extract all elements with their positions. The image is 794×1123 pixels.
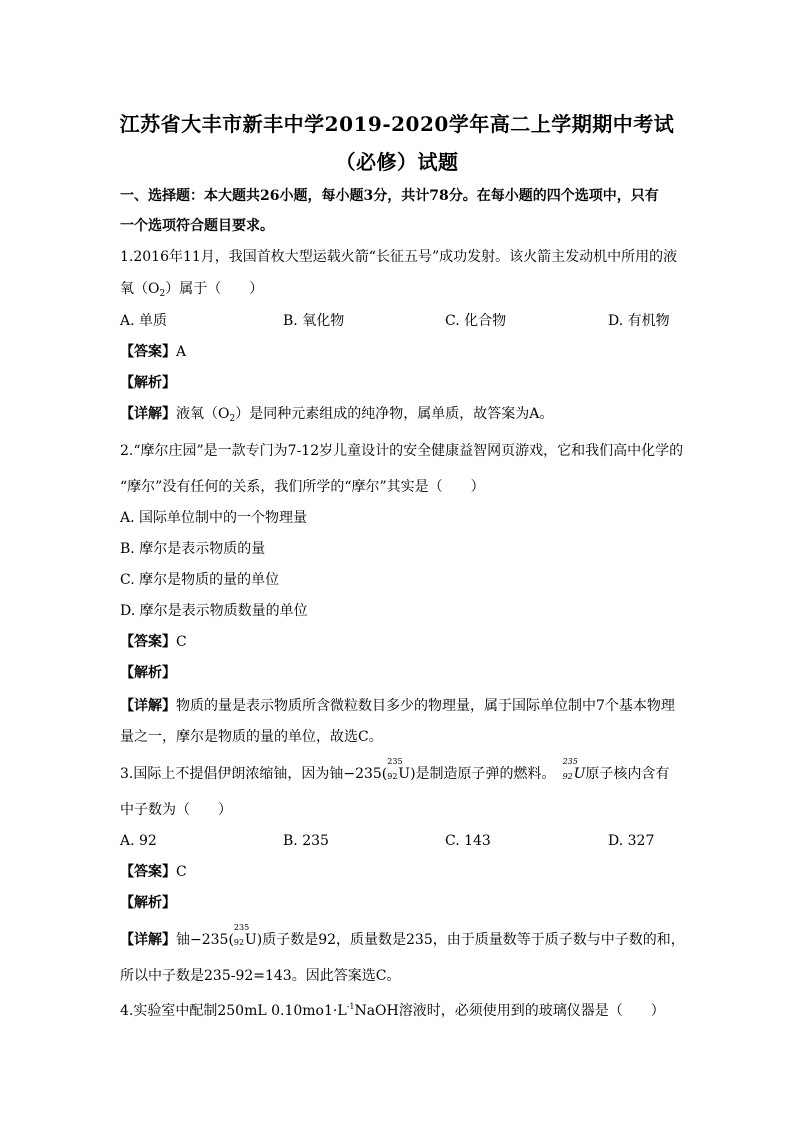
q1-stem-line1: 1.2016年11月，我国首枚大型运载火箭“长征五号”成功发射。该火箭主发动机中所用的液 — [120, 249, 678, 265]
section-heading-line1: 一、选择题：本大题共26小题，每小题3分，共计78分。在每小题的四个选项中，只有 — [120, 188, 659, 204]
q3-analysis-label: 【解析】 — [120, 895, 176, 911]
q2-option-d: D. 摩尔是表示物质数量的单位 — [120, 603, 308, 619]
q4-stem-line1: 4.实验室中配制250mL $0.10mo1\cdot L^{-1}NaOH$溶液时，必须使用到的玻璃仪器是（ ） — [120, 1002, 665, 1019]
q2-detail-line2: 量之一，摩尔是物质的量的单位，故选C。 — [120, 729, 383, 745]
q3-stem-line2: 中子数为（ ） — [120, 802, 232, 818]
uranium-nuclide-symbol: 235 92 U — [387, 757, 411, 782]
q1-answer: 【答案】A — [120, 344, 187, 360]
q3-option-b: B. 235 — [283, 833, 329, 849]
q3-option-c: C. 143 — [445, 833, 491, 849]
q1-stem-line2: 氧$(O_2)$属于（ ） — [120, 281, 264, 299]
q2-option-a: A. 国际单位制中的一个物理量 — [120, 510, 308, 526]
q2-detail-line1: 【详解】物质的量是表示物质所含微粒数目多少的物理量，属于国际单位制中7个基本物理 — [120, 698, 675, 714]
q2-stem-line1: 2.“摩尔庄园”是一款专门为7-12岁儿童设计的安全健康益智网页游戏，它和我们高中化学的 — [120, 443, 684, 459]
q1-option-b: B. 氧化物 — [283, 313, 345, 329]
uranium-nuclide-symbol-italic: 235 92 U — [562, 757, 586, 782]
section-heading-line2: 一个选项符合题目要求。 — [120, 218, 274, 234]
q2-analysis-label: 【解析】 — [120, 665, 176, 681]
q2-stem-line2: “摩尔”没有任何的关系，我们所学的“摩尔”其实是（ ） — [120, 479, 485, 495]
q2-answer: 【答案】C — [120, 634, 187, 650]
q3-option-d: D. 327 — [608, 833, 655, 849]
q2-option-b: B. 摩尔是表示物质的量 — [120, 541, 266, 557]
q1-option-d: D. 有机物 — [608, 313, 670, 329]
q1-analysis-label: 【解析】 — [120, 375, 176, 391]
exam-title-line2: （必修）试题 — [335, 150, 459, 174]
q2-option-c: C. 摩尔是物质的量的单位 — [120, 572, 280, 588]
q3-answer: 【答案】C — [120, 864, 187, 880]
q3-detail-line1: 【详解】铀−235( 235 92 U)质子数是92，质量数是235，由于质量数等于质子数与中子数的和， — [120, 923, 685, 948]
q3-option-a: A. 92 — [120, 833, 157, 849]
q3-stem-line1: 3.国际上不提倡伊朗浓缩铀，因为铀−235( 235 92 U)是制造原子弹的燃料。 235 92 U原子核内含有 — [120, 757, 670, 782]
exam-title-line1: 江苏省大丰市新丰中学2019-2020学年高二上学期期中考试 — [119, 112, 675, 136]
q1-detail: 【详解】液氧$(O_2)$是同种元素组成的纯净物，属单质，故答案为A。 — [120, 406, 554, 424]
q1-option-a: A. 单质 — [120, 313, 168, 329]
q1-option-c: C. 化合物 — [445, 313, 507, 329]
q3-detail-line2: 所以中子数是235-92=143。因此答案选C。 — [120, 968, 401, 984]
uranium-nuclide-symbol-detail: 235 92 U — [233, 923, 257, 948]
